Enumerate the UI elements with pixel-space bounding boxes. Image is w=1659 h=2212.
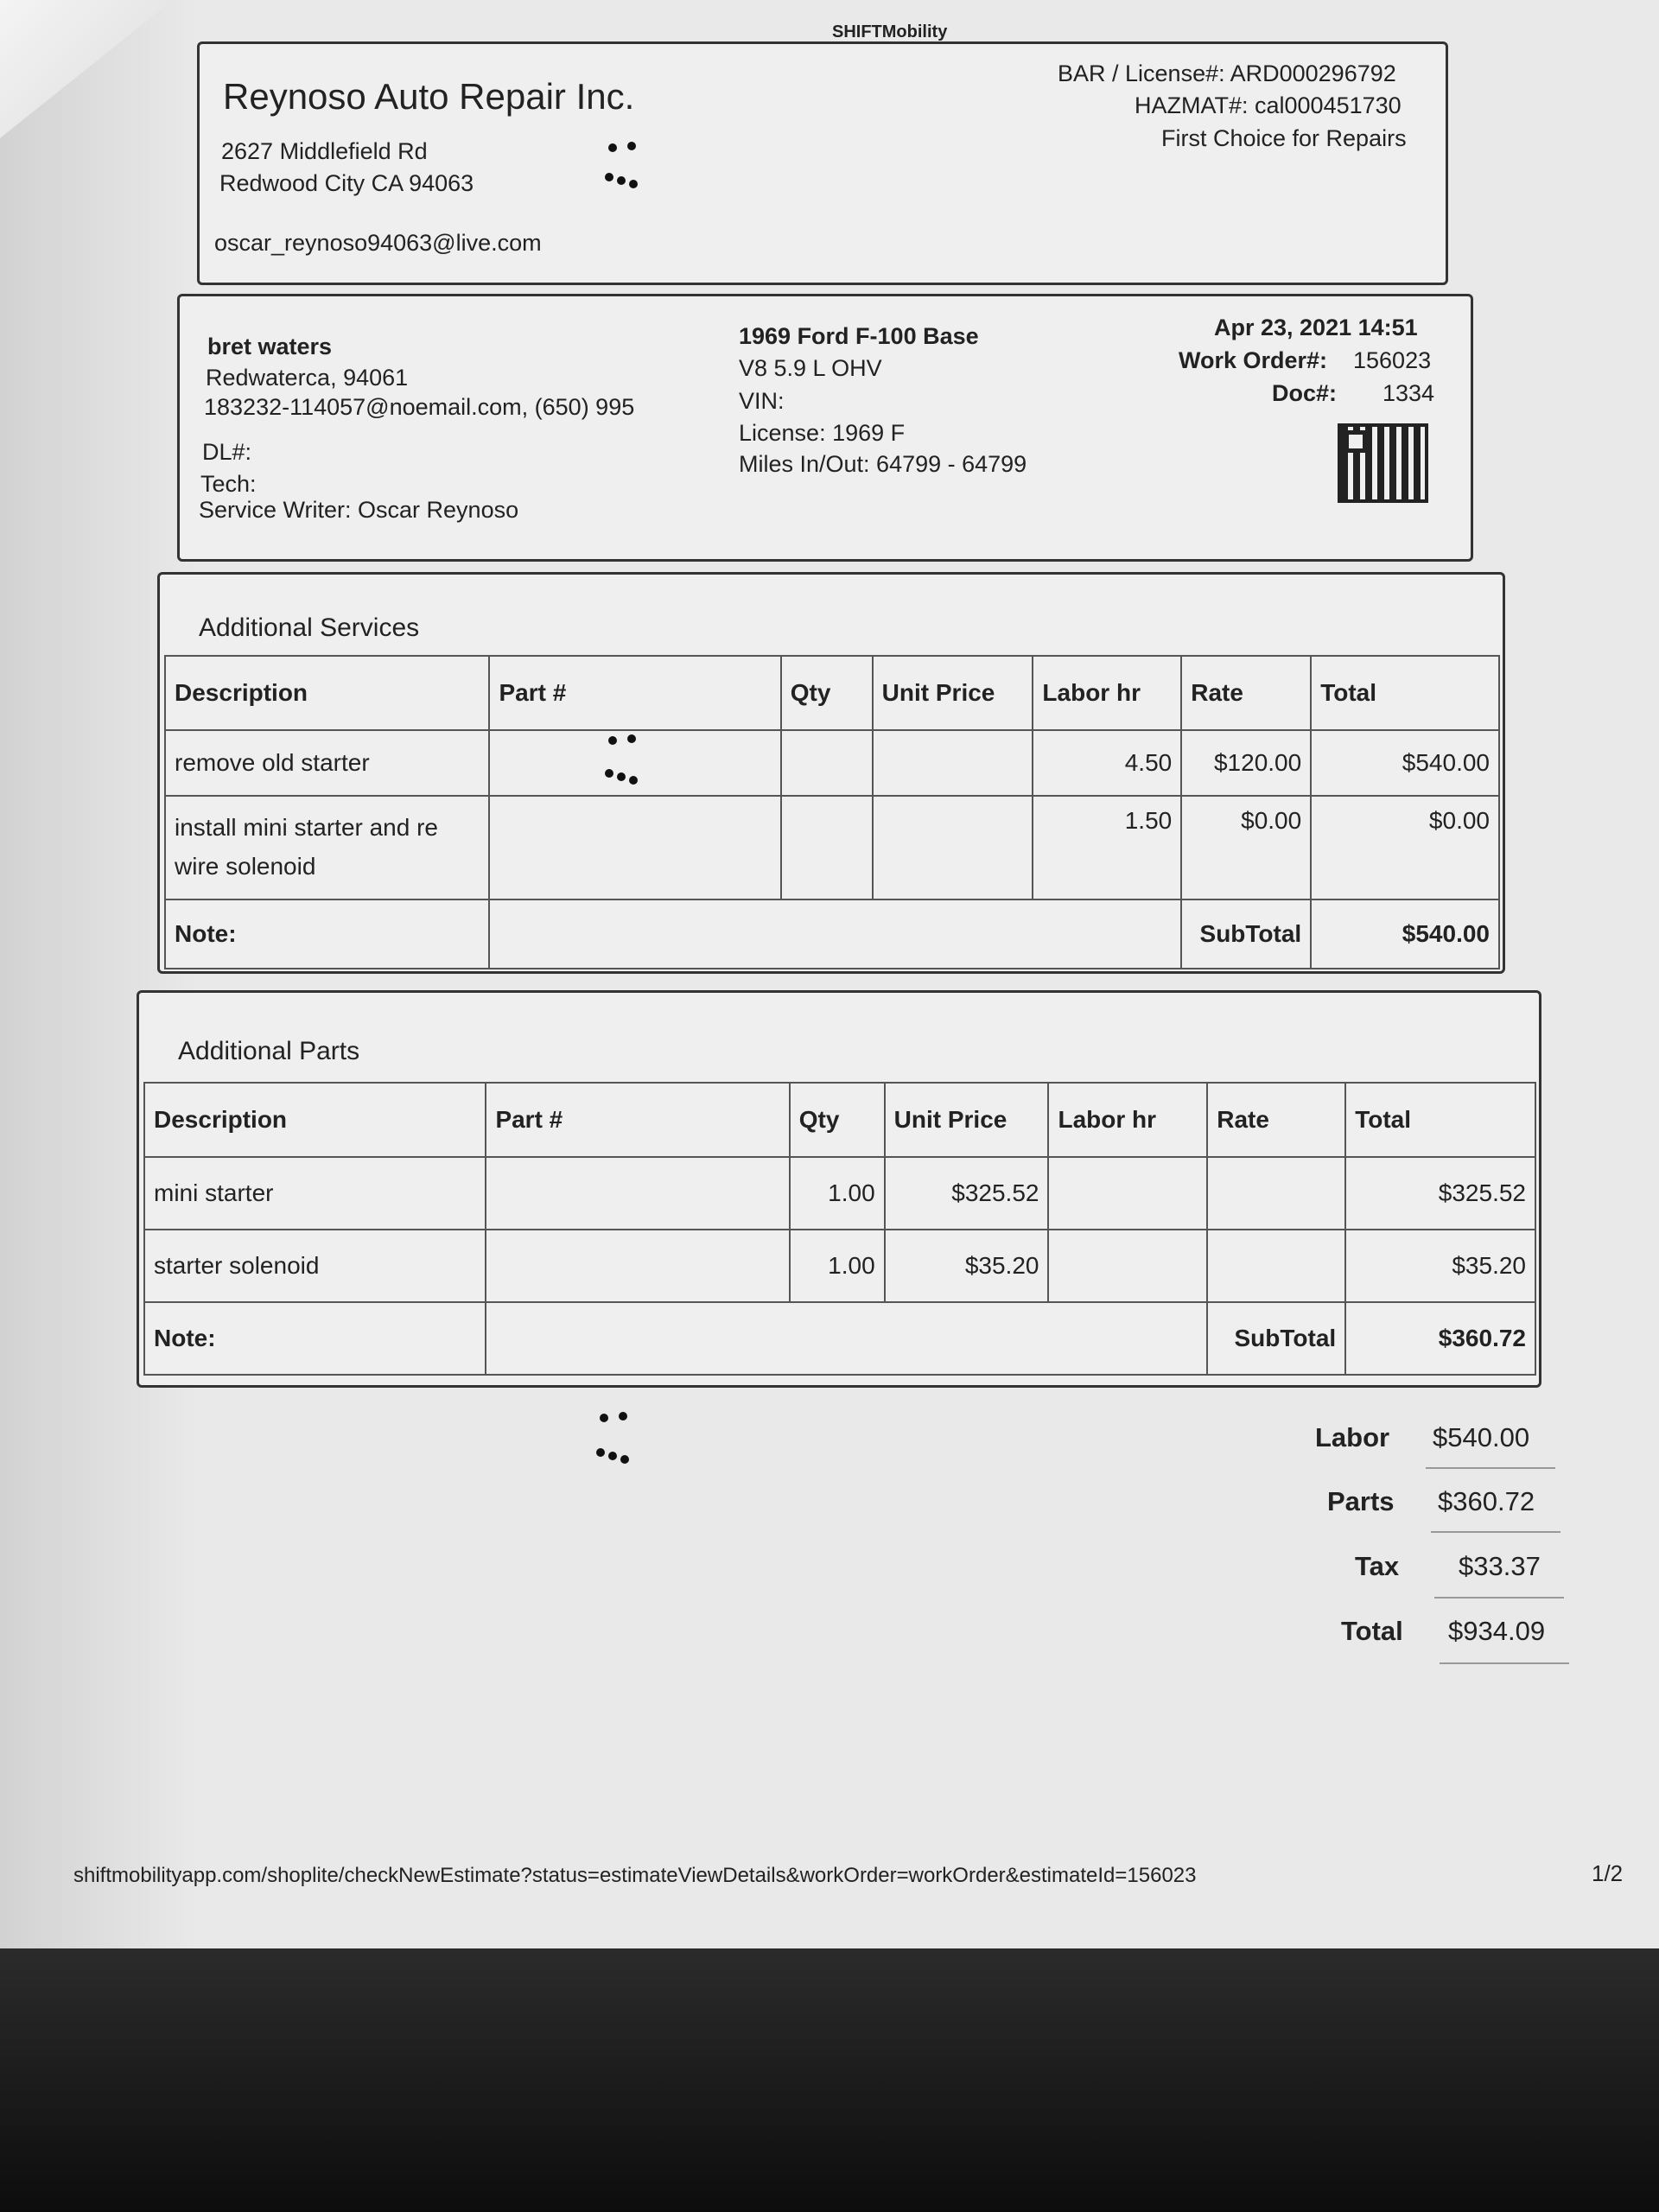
doc-number: 1334 [1382,380,1435,406]
row-unit-price: $35.20 [885,1230,1049,1302]
work-order-label: Work Order#: [1179,347,1328,373]
row-total: $325.52 [1345,1157,1535,1230]
shop-address-line2: Redwood City CA 94063 [219,170,474,196]
footer-url: shiftmobilityapp.com/shoplite/checkNewEstimate?status=estimateViewDetails&workOrder=workOrder&estimateId=156023 [73,1864,1197,1887]
punch-hole-marks [596,1408,631,1460]
parts-table [143,1082,1536,1376]
customer-contact: 183232-114057@noemail.com, (650) 995 [204,394,635,420]
row-part [489,796,780,899]
parts-header-row [144,1083,1535,1157]
page-shadow [0,0,199,1948]
col-qty: Qty [790,1083,885,1157]
col-labor-hr: Labor hr [1033,656,1181,730]
shop-address-line1: 2627 Middlefield Rd [221,138,428,164]
work-order-number: 156023 [1353,347,1432,373]
customer-dl: DL#: [202,439,252,465]
col-part: Part # [486,1083,789,1157]
totals-tax-label: Tax [1355,1551,1400,1581]
totals-labor-value: $540.00 [1433,1422,1530,1452]
parts-note-row [144,1302,1535,1375]
page-number: 1/2 [1592,1860,1624,1886]
col-unit-price: Unit Price [873,656,1033,730]
col-unit-price: Unit Price [885,1083,1049,1157]
row-rate [1207,1157,1345,1230]
totals-divider [1434,1597,1564,1599]
totals-tax-value: $33.37 [1459,1551,1541,1581]
row-qty [781,796,873,899]
subtotal-value: $540.00 [1311,899,1499,969]
subtotal-label: SubTotal [1181,899,1311,969]
row-part [486,1157,789,1230]
services-note-row [165,899,1499,969]
totals-divider [1426,1467,1555,1469]
col-rate: Rate [1207,1083,1345,1157]
row-labor-hr [1048,1157,1207,1230]
col-total: Total [1345,1083,1535,1157]
doc-label: Doc#: [1272,380,1338,406]
table-row [165,730,1499,796]
totals-total-value: $934.09 [1448,1616,1546,1646]
vehicle-miles: Miles In/Out: 64799 - 64799 [739,451,1027,477]
customer-city: Redwaterca, 94061 [206,365,409,391]
row-labor-hr: 1.50 [1033,796,1181,899]
customer-tech: Tech: [200,471,257,497]
row-total: $0.00 [1311,796,1499,899]
totals-divider [1431,1531,1560,1533]
row-labor-hr [1048,1230,1207,1302]
row-qty: 1.00 [790,1230,885,1302]
vehicle-model: 1969 Ford F-100 Base [739,323,979,349]
row-rate: $0.00 [1181,796,1311,899]
shop-slogan: First Choice for Repairs [1161,125,1407,151]
col-labor-hr: Labor hr [1048,1083,1207,1157]
punch-hole-marks [605,138,639,190]
table-row [144,1230,1535,1302]
punch-hole-marks [605,731,639,783]
qr-code [1338,423,1428,503]
totals-divider [1440,1662,1569,1664]
row-unit-price [873,730,1033,796]
parts-title: Additional Parts [178,1037,360,1065]
row-part [486,1230,789,1302]
table-row [165,796,1499,899]
row-total: $540.00 [1311,730,1499,796]
totals-total-label: Total [1341,1616,1403,1646]
totals-labor-label: Labor [1315,1422,1390,1452]
desk-surface [0,1948,1659,2212]
table-row [144,1157,1535,1230]
row-qty [781,730,873,796]
vehicle-vin: VIN: [739,388,785,414]
order-date: Apr 23, 2021 14:51 [1214,315,1418,340]
service-writer: Service Writer: Oscar Reynoso [199,497,519,523]
note-label: Note: [144,1302,486,1375]
note-value [486,1302,1207,1375]
row-rate: $120.00 [1181,730,1311,796]
services-table [164,655,1500,969]
shop-name: Reynoso Auto Repair Inc. [223,76,635,117]
subtotal-label: SubTotal [1207,1302,1345,1375]
shop-hazmat: HAZMAT#: cal000451730 [1135,92,1402,118]
row-description: remove old starter [165,730,489,796]
subtotal-value: $360.72 [1345,1302,1535,1375]
col-description: Description [165,656,489,730]
row-unit-price: $325.52 [885,1157,1049,1230]
totals-parts-value: $360.72 [1438,1486,1535,1516]
col-description: Description [144,1083,486,1157]
row-description: install mini starter and re wire solenoid [165,796,489,899]
row-rate [1207,1230,1345,1302]
row-description: mini starter [144,1157,486,1230]
totals-parts-label: Parts [1327,1486,1395,1516]
row-unit-price [873,796,1033,899]
note-label: Note: [165,899,489,969]
note-value [489,899,1181,969]
brand-header: SHIFTMobility [832,22,948,41]
row-labor-hr: 4.50 [1033,730,1181,796]
services-header-row [165,656,1499,730]
row-description: starter solenoid [144,1230,486,1302]
row-total: $35.20 [1345,1230,1535,1302]
col-total: Total [1311,656,1499,730]
vehicle-engine: V8 5.9 L OHV [739,355,882,381]
customer-name: bret waters [207,334,333,359]
vehicle-license: License: 1969 F [739,420,906,446]
shop-email: oscar_reynoso94063@live.com [214,230,542,256]
shop-license: BAR / License#: ARD000296792 [1058,60,1396,86]
row-qty: 1.00 [790,1157,885,1230]
services-title: Additional Services [199,613,420,642]
col-qty: Qty [781,656,873,730]
col-part: Part # [489,656,780,730]
col-rate: Rate [1181,656,1311,730]
